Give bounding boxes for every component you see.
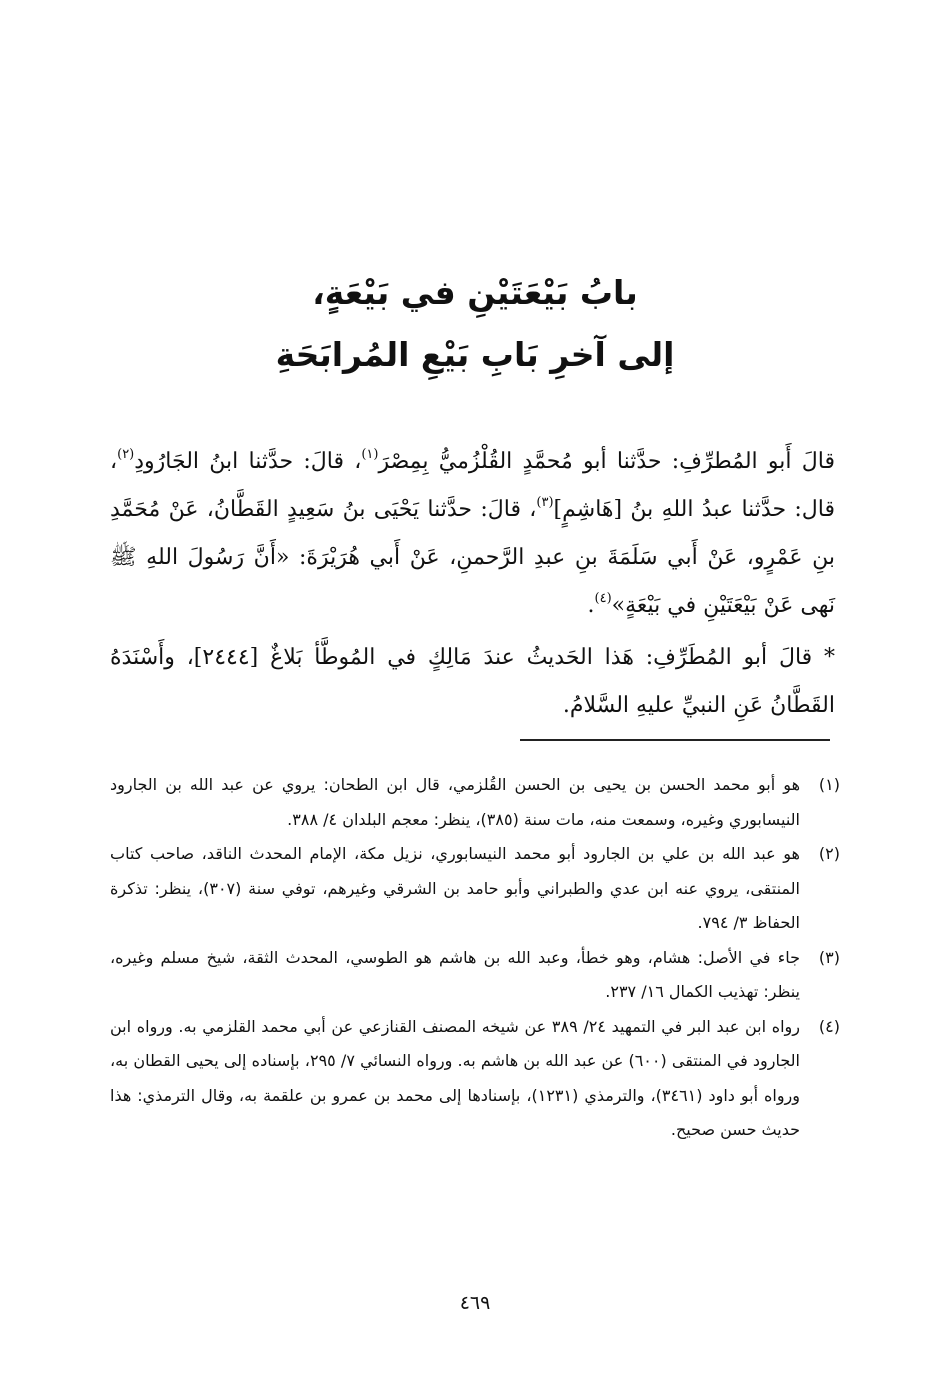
- footnote-item: [110, 941, 840, 1010]
- footnote-text: رواه ابن عبد البر في التمهيد ٢٤/ ٣٨٩ عن شيخه المصنف القنازعي عن أبي محمد القلزمي به. ورواه ابن الجارود في المنتقى (٦٠٠) عن عبد الله بن هاشم به. ورواه النسائي ٧/ ٢٩٥، بإسناده إلى يحيى القطان به، ورواه أبو داود (٣٤٦١)، والترمذي (١٢٣١)، بإسنادها إلى محمد بن عمرو بن علقمة به، وقال الترمذي: هذا حديث حسن صحيح.: [110, 1016, 801, 1139]
- footnote-item: [110, 837, 840, 941]
- footnote-number: (٣): [818, 947, 840, 967]
- footnote-number: (٤): [818, 1016, 840, 1036]
- chapter-title-line-1: بابُ بَيْعَتَيْنِ في بَيْعَةٍ،: [312, 273, 638, 312]
- main-text: [110, 438, 835, 730]
- page-number: ٤٦٩: [459, 1292, 491, 1314]
- footnote-text: جاء في الأصل: هشام، وهو خطأ، وعبد الله بن هاشم هو الطوسي، المحدث الثقة، شيخ مسلم وغيره، ينظر: تهذيب الكمال ١٦/ ٢٣٧.: [110, 947, 800, 1001]
- footnote-text: هو أبو محمد الحسن بن يحيى بن الحسن القُلزمي، قال ابن الطحان: يروي عن عبد الله بن الجارود النيسابوري وغيره، وسمعت منه، مات سنة (٣٨٥)، ينظر: معجم البلدان ٤/ ٣٨٨.: [110, 775, 800, 829]
- hadith-text-part: ، قالَ: حدَّثنا ابنُ الجَارُودِ: [134, 449, 362, 474]
- hadith-text-part: ، قالَ: حدَّثنا يَحْيَى بنُ سَعِيدٍ القَطَّانُ، عَنْ مُحَمَّدِ بنِ عَمْرٍو، عَنْ أَبي سَلَمَةَ بنِ عبدِ الرَّحمنِ، عَنْ أَبي هُرَيْرَةَ: «أَنَّ رَسُولَ اللهِ ﷺ نَهى عَنْ بَيْعَتَيْنِ في بَيْعَةٍ»: [110, 497, 835, 618]
- chapter-title: [110, 262, 840, 386]
- footnote-divider: [520, 739, 830, 741]
- footnote-item: [110, 768, 840, 837]
- hadith-text-part: .: [587, 593, 595, 618]
- hadith-text-part: قالَ أَبو المُطرِّفِ: حدَّثنا أبو مُحمَّدٍ القُلْزُميُّ بِمِصْرَ: [378, 449, 835, 474]
- hadith-text-part: ، قال: حدَّثنا عبدُ اللهِ بنُ [هَاشِمٍ]: [110, 449, 835, 522]
- hadith-paragraph: [110, 438, 835, 630]
- footnote-ref-3: (٣): [536, 495, 554, 510]
- commentary-paragraph: * قالَ أبو المُطَرِّفِ: هَذا الحَديثُ عندَ مَالِكٍ في المُوطَّأ بَلاغٌ [٢٤٤٤]، وأَسْنَدَهُ القَطَّانُ عَنِ النبيِّ عليهِ السَّلامُ.: [110, 645, 835, 718]
- footnotes-section: [110, 768, 840, 1148]
- footnote-ref-1: (١): [361, 447, 379, 462]
- footnote-item: [110, 1010, 840, 1148]
- footnote-number: (٢): [818, 844, 840, 863]
- footnote-number: (١): [818, 775, 840, 794]
- chapter-title-line-2: إلى آخرِ بَابِ بَيْعِ المُرابَحَةِ: [275, 335, 675, 374]
- footnote-text: هو عبد الله بن علي بن الجارود أبو محمد النيسابوري، نزيل مكة، الإمام المحدث الناقد، صاحب كتاب المنتقى، يروي عنه ابن عدي والطبراني وأبو حامد بن الشرقي وغيرهم، توفي سنة (٣٠٧)، ينظر: تذكرة الحفاظ ٣/ ٧٩٤.: [110, 844, 801, 932]
- footnote-ref-2: (٢): [117, 447, 135, 462]
- footnote-ref-4: (٤): [594, 591, 612, 606]
